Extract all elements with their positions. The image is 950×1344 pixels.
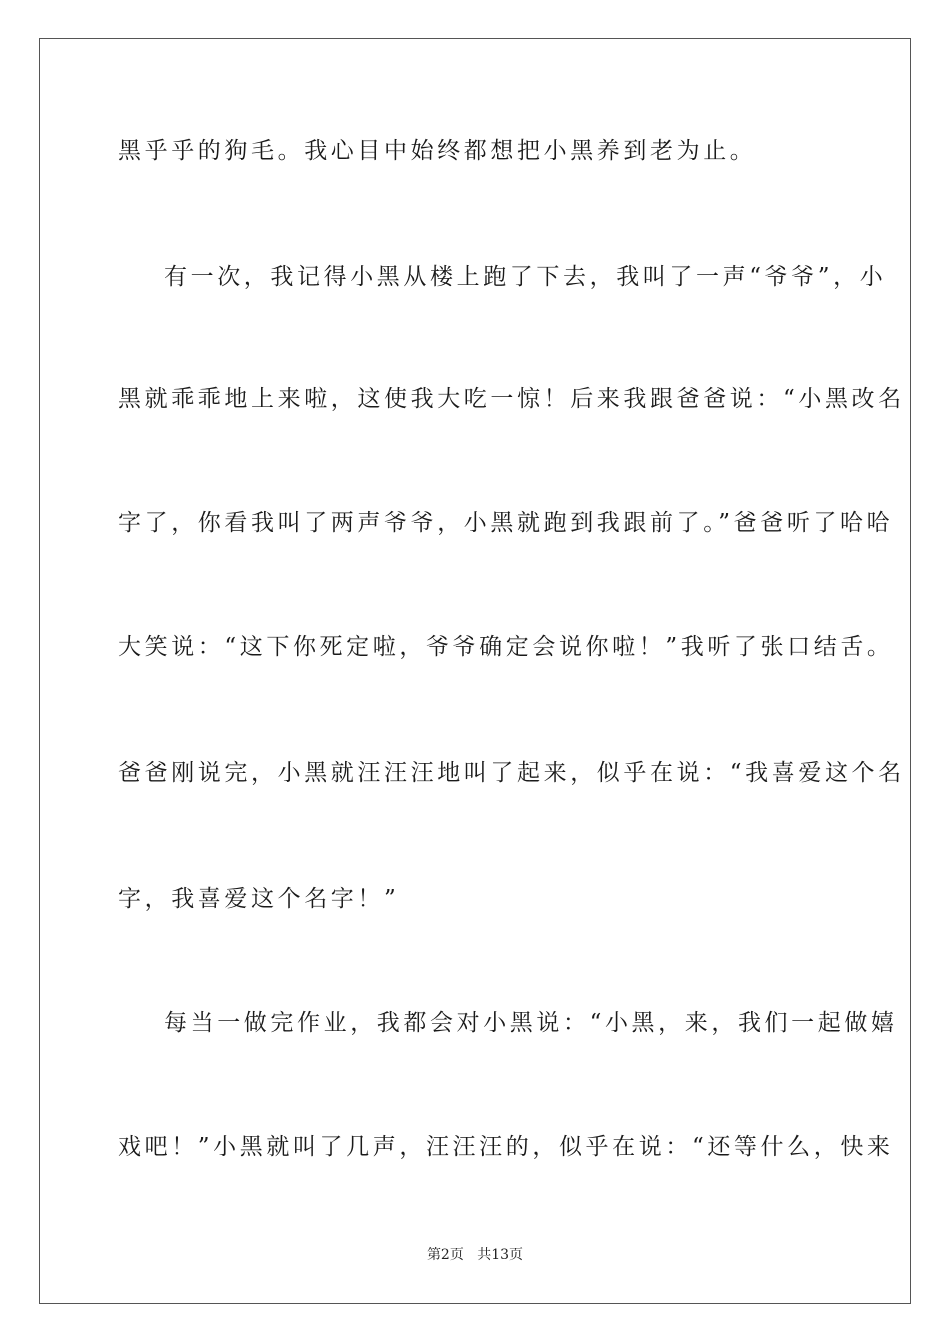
text-line-9: 戏吧！”小黑就叫了几声，汪汪汪的，似乎在说：“还等什么，快来 [118, 1134, 894, 1160]
text-line-2: 有一次，我记得小黑从楼上跑了下去，我叫了一声“爷爷”，小 [164, 264, 887, 290]
text-line-5: 大笑说：“这下你死定啦，爷爷确定会说你啦！”我听了张口结舌。 [118, 634, 894, 660]
text-line-3: 黑就乖乖地上来啦，这使我大吃一惊！后来我跟爸爸说：“小黑改名 [118, 386, 905, 412]
text-line-7: 字，我喜爱这个名字！” [118, 886, 400, 912]
page-border [39, 38, 911, 1304]
text-line-6: 爸爸刚说完，小黑就汪汪汪地叫了起来，似乎在说：“我喜爱这个名 [118, 760, 905, 786]
total-pages: 共13页 [477, 1247, 524, 1263]
page-number: 第2页 [426, 1247, 464, 1263]
text-line-4: 字了，你看我叫了两声爷爷，小黑就跑到我跟前了。”爸爸听了哈哈 [118, 510, 894, 536]
page-footer [0, 1246, 950, 1264]
text-line-8: 每当一做完作业，我都会对小黑说：“小黑，来，我们一起做嬉 [164, 1010, 898, 1036]
text-line-1: 黑乎乎的狗毛。我心目中始终都想把小黑养到老为止。 [118, 138, 757, 164]
